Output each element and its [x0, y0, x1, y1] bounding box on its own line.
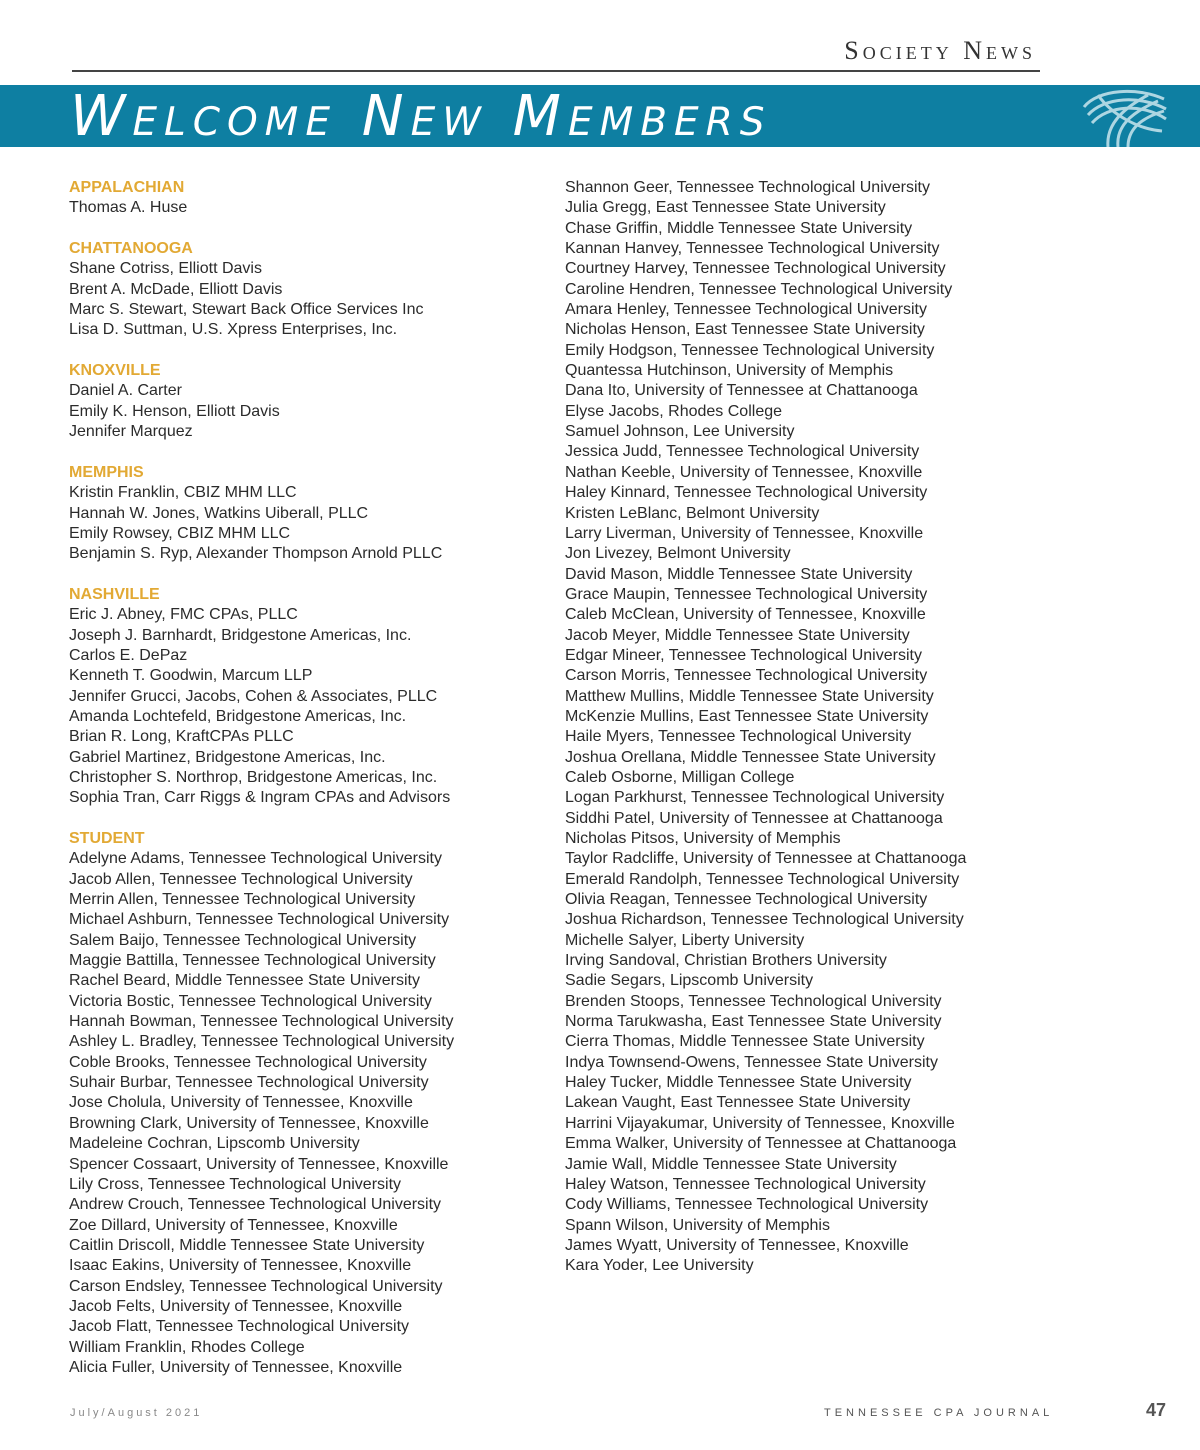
member-entry: Nicholas Henson, East Tennessee State University: [565, 321, 925, 339]
member-entry: Matthew Mullins, Middle Tennessee State University: [565, 687, 934, 705]
member-entry: Haley Tucker, Middle Tennessee State University: [565, 1074, 912, 1092]
publication-name: TENNESSEE CPA JOURNAL: [824, 1407, 1054, 1419]
member-entry: Siddhi Patel, University of Tennessee at Chattanooga: [565, 809, 943, 827]
page-title: Welcome New Members: [70, 85, 772, 147]
member-entry: Cierra Thomas, Middle Tennessee State University: [565, 1033, 925, 1051]
member-entry: Benjamin S. Ryp, Alexander Thompson Arnold PLLC: [69, 545, 443, 563]
member-entry: Grace Maupin, Tennessee Technological University: [565, 585, 928, 603]
member-entry: Kenneth T. Goodwin, Marcum LLP: [69, 667, 313, 685]
member-entry: Jamie Wall, Middle Tennessee State University: [565, 1155, 897, 1173]
member-entry: Lisa D. Suttman, U.S. Xpress Enterprises, Inc.: [69, 321, 398, 339]
member-entry: Nathan Keeble, University of Tennessee, Knoxville: [565, 463, 923, 481]
member-entry: Sophia Tran, Carr Riggs & Ingram CPAs and Advisors: [69, 789, 451, 807]
member-entry: Gabriel Martinez, Bridgestone Americas, Inc.: [69, 748, 386, 766]
member-entry: Brent A. McDade, Elliott Davis: [69, 280, 283, 298]
member-entry: Merrin Allen, Tennessee Technological University: [69, 891, 416, 909]
section-heading: MEMPHIS: [69, 463, 144, 481]
issue-date: July/August 2021: [70, 1407, 203, 1419]
member-entry: Emily Rowsey, CBIZ MHM LLC: [69, 524, 291, 542]
member-entry: Edgar Mineer, Tennessee Technological University: [565, 646, 922, 664]
member-entry: Brian R. Long, KraftCPAs PLLC: [69, 728, 294, 746]
member-entry: Jessica Judd, Tennessee Technological University: [565, 443, 920, 461]
member-entry: Emily Hodgson, Tennessee Technological University: [565, 341, 935, 359]
member-entry: Spann Wilson, University of Memphis: [565, 1216, 830, 1234]
member-entry: David Mason, Middle Tennessee State University: [565, 565, 913, 583]
member-entry: Madeleine Cochran, Lipscomb University: [69, 1135, 360, 1153]
member-entry: Zoe Dillard, University of Tennessee, Knoxville: [69, 1216, 398, 1234]
member-entry: Amanda Lochtefeld, Bridgestone Americas, Inc.: [69, 707, 407, 725]
member-entry: Maggie Battilla, Tennessee Technological University: [69, 952, 436, 970]
header-rule: [72, 70, 1040, 72]
title-banner: [0, 85, 1200, 147]
member-entry: Sadie Segars, Lipscomb University: [565, 972, 814, 990]
member-entry: Taylor Radcliffe, University of Tennessee at Chattanooga: [565, 850, 967, 868]
member-entry: Lakean Vaught, East Tennessee State University: [565, 1094, 911, 1112]
member-entry: Quantessa Hutchinson, University of Memphis: [565, 362, 894, 380]
member-entry: Emma Walker, University of Tennessee at Chattanooga: [565, 1135, 957, 1153]
member-entry: Coble Brooks, Tennessee Technological University: [69, 1053, 427, 1071]
member-entry: Caroline Hendren, Tennessee Technological University: [565, 280, 953, 298]
member-section: [69, 463, 529, 565]
member-entry: Thomas A. Huse: [69, 199, 188, 217]
member-entry: Courtney Harvey, Tennessee Technological University: [565, 260, 946, 278]
member-entry: Daniel A. Carter: [69, 382, 182, 400]
member-entry: McKenzie Mullins, East Tennessee State University: [565, 707, 929, 725]
member-entry: Joshua Richardson, Tennessee Technological University: [565, 911, 964, 929]
member-entry: Haley Kinnard, Tennessee Technological University: [565, 484, 928, 502]
member-entry: Haley Watson, Tennessee Technological University: [565, 1175, 926, 1193]
member-entry: Cody Williams, Tennessee Technological University: [565, 1196, 929, 1214]
member-section: [69, 361, 529, 442]
society-logo-icon: [1078, 85, 1170, 147]
member-entry: Amara Henley, Tennessee Technological University: [565, 301, 927, 319]
member-entry: Rachel Beard, Middle Tennessee State University: [69, 972, 420, 990]
member-entry: Eric J. Abney, FMC CPAs, PLLC: [69, 606, 298, 624]
member-entry: Joseph J. Barnhardt, Bridgestone Americas, Inc.: [69, 626, 412, 644]
member-entry: Caleb McClean, University of Tennessee, Knoxville: [565, 606, 926, 624]
member-entry: Hannah Bowman, Tennessee Technological University: [69, 1013, 454, 1031]
member-section: [69, 829, 529, 1378]
member-entry: Carson Morris, Tennessee Technological University: [565, 667, 928, 685]
members-column-right: [565, 178, 1025, 1277]
member-entry: Jose Cholula, University of Tennessee, Knoxville: [69, 1094, 413, 1112]
member-entry: James Wyatt, University of Tennessee, Knoxville: [565, 1236, 909, 1254]
member-section: [69, 585, 529, 809]
member-entry: Andrew Crouch, Tennessee Technological University: [69, 1196, 442, 1214]
member-entry: Harrini Vijayakumar, University of Tennessee, Knoxville: [565, 1114, 955, 1132]
member-entry: Caleb Osborne, Milligan College: [565, 768, 795, 786]
member-entry: Kristen LeBlanc, Belmont University: [565, 504, 820, 522]
member-entry: Jennifer Grucci, Jacobs, Cohen & Associates, PLLC: [69, 687, 438, 705]
member-entry: Joshua Orellana, Middle Tennessee State University: [565, 748, 936, 766]
section-heading: STUDENT: [69, 830, 145, 847]
member-entry: Marc S. Stewart, Stewart Back Office Services Inc: [69, 301, 424, 319]
section-heading: NASHVILLE: [69, 585, 160, 603]
section-heading: APPALACHIAN: [69, 179, 185, 196]
member-section: [69, 178, 529, 219]
section-name: Society News: [844, 36, 1036, 65]
member-entry: Indya Townsend-Owens, Tennessee State University: [565, 1053, 938, 1071]
member-entry: Elyse Jacobs, Rhodes College: [565, 402, 783, 420]
member-entry: Christopher S. Northrop, Bridgestone Americas, Inc.: [69, 768, 438, 786]
member-entry: Kristin Franklin, CBIZ MHM LLC: [69, 484, 297, 502]
member-entry: Jon Livezey, Belmont University: [565, 545, 791, 563]
member-entry: Emerald Randolph, Tennessee Technological University: [565, 870, 960, 888]
member-entry: Spencer Cossaart, University of Tennessee, Knoxville: [69, 1155, 449, 1173]
member-entry: Jennifer Marquez: [69, 423, 193, 441]
member-entry: Chase Griffin, Middle Tennessee State University: [565, 219, 913, 237]
member-entry: Michelle Salyer, Liberty University: [565, 931, 805, 949]
member-entry: Haile Myers, Tennessee Technological University: [565, 728, 912, 746]
member-entry: Caitlin Driscoll, Middle Tennessee State University: [69, 1236, 425, 1254]
member-entry: Larry Liverman, University of Tennessee, Knoxville: [565, 524, 924, 542]
section-heading: KNOXVILLE: [69, 362, 161, 380]
member-entry: Browning Clark, University of Tennessee, Knoxville: [69, 1114, 429, 1132]
member-entry: Norma Tarukwasha, East Tennessee State University: [565, 1013, 942, 1031]
member-entry: Brenden Stoops, Tennessee Technological University: [565, 992, 942, 1010]
member-entry: Isaac Eakins, University of Tennessee, Knoxville: [69, 1257, 412, 1275]
member-entry: Dana Ito, University of Tennessee at Chattanooga: [565, 382, 918, 400]
member-entry: Hannah W. Jones, Watkins Uiberall, PLLC: [69, 504, 369, 522]
member-entry: Adelyne Adams, Tennessee Technological University: [69, 850, 442, 868]
member-entry: Julia Gregg, East Tennessee State University: [565, 199, 886, 217]
section-heading: CHATTANOOGA: [69, 240, 193, 258]
member-entry: Victoria Bostic, Tennessee Technological University: [69, 992, 432, 1010]
member-entry: Salem Baijo, Tennessee Technological University: [69, 931, 417, 949]
member-entry: Olivia Reagan, Tennessee Technological University: [565, 891, 928, 909]
member-entry: Shane Cotriss, Elliott Davis: [69, 260, 262, 278]
member-entry: Jacob Flatt, Tennessee Technological University: [69, 1318, 410, 1336]
member-entry: Michael Ashburn, Tennessee Technological University: [69, 911, 450, 929]
member-entry: Alicia Fuller, University of Tennessee, Knoxville: [69, 1358, 403, 1376]
member-entry: Jacob Allen, Tennessee Technological University: [69, 870, 413, 888]
member-entry: Logan Parkhurst, Tennessee Technological University: [565, 789, 945, 807]
member-entry: Samuel Johnson, Lee University: [565, 423, 795, 441]
member-entry: Kannan Hanvey, Tennessee Technological University: [565, 240, 940, 258]
member-entry: William Franklin, Rhodes College: [69, 1338, 305, 1356]
member-entry: Carson Endsley, Tennessee Technological University: [69, 1277, 443, 1295]
member-entry: Irving Sandoval, Christian Brothers University: [565, 952, 887, 970]
members-column-left: [69, 178, 529, 1378]
member-entry: Carlos E. DePaz: [69, 646, 188, 664]
member-entry: Lily Cross, Tennessee Technological University: [69, 1175, 402, 1193]
member-entry: Suhair Burbar, Tennessee Technological University: [69, 1074, 429, 1092]
member-entry: Jacob Felts, University of Tennessee, Knoxville: [69, 1297, 403, 1315]
member-entry: Kara Yoder, Lee University: [565, 1257, 754, 1275]
member-entry: Emily K. Henson, Elliott Davis: [69, 402, 280, 420]
member-section: [69, 239, 529, 341]
member-entry: Shannon Geer, Tennessee Technological University: [565, 179, 930, 196]
member-entry: Ashley L. Bradley, Tennessee Technological University: [69, 1033, 455, 1051]
member-entry: Nicholas Pitsos, University of Memphis: [565, 830, 841, 847]
member-entry: Jacob Meyer, Middle Tennessee State University: [565, 626, 910, 644]
page-number: 47: [1146, 1400, 1167, 1420]
